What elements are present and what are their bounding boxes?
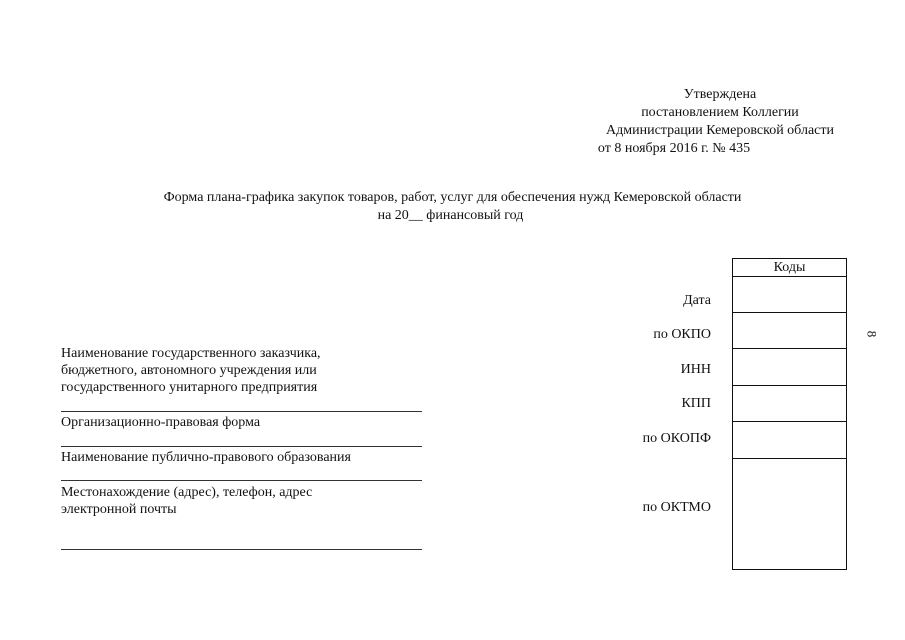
public-entity-line[interactable] [61,480,422,481]
label-date: Дата [683,293,711,308]
code-cell-inn[interactable] [733,349,846,386]
label-inn: ИНН [680,362,711,377]
codes-table [732,258,847,570]
legal-form-line[interactable] [61,446,422,447]
code-cell-okpo[interactable] [733,313,846,349]
location-line[interactable] [61,549,422,550]
code-cell-oktmo[interactable] [733,459,846,567]
label-kpp: КПП [681,396,711,411]
location-line-1: Местонахождение (адрес), телефон, адрес [61,485,313,500]
customer-name-line-3: государственного унитарного предприятия [61,380,318,395]
code-cell-date[interactable] [733,277,846,313]
customer-name-label [61,345,422,396]
public-entity-label: Наименование публично-правового образования [61,450,351,465]
code-cell-okopf[interactable] [733,422,846,459]
page-number: 8 [864,330,880,338]
location-line-2: электронной почты [61,502,177,517]
title-line-2: на 20__ финансовый год [377,208,524,223]
approval-line-2: постановлением Коллегии [641,105,799,120]
label-okopf: по ОКОПФ [642,431,711,446]
codes-header: Коды [733,259,846,277]
label-okpo: по ОКПО [653,327,711,342]
customer-name-line[interactable] [61,411,422,412]
customer-name-line-1: Наименование государственного заказчика, [61,346,321,361]
code-cell-kpp[interactable] [733,386,846,422]
legal-form-label: Организационно-правовая форма [61,415,261,430]
approval-line-3: Администрации Кемеровской области [606,123,834,138]
approval-stamp [560,86,880,158]
approval-line-1: Утверждена [683,87,757,102]
title-line-1: Форма плана-графика закупок товаров, работ, услуг для обеспечения нужд Кемеровской области [163,190,742,205]
customer-name-line-2: бюджетного, автономного учреждения или [61,363,317,378]
approval-line-4: от 8 ноября 2016 г. № 435 [597,141,751,156]
location-label [61,484,422,518]
document-title [0,189,905,225]
label-oktmo: по ОКТМО [642,500,711,515]
